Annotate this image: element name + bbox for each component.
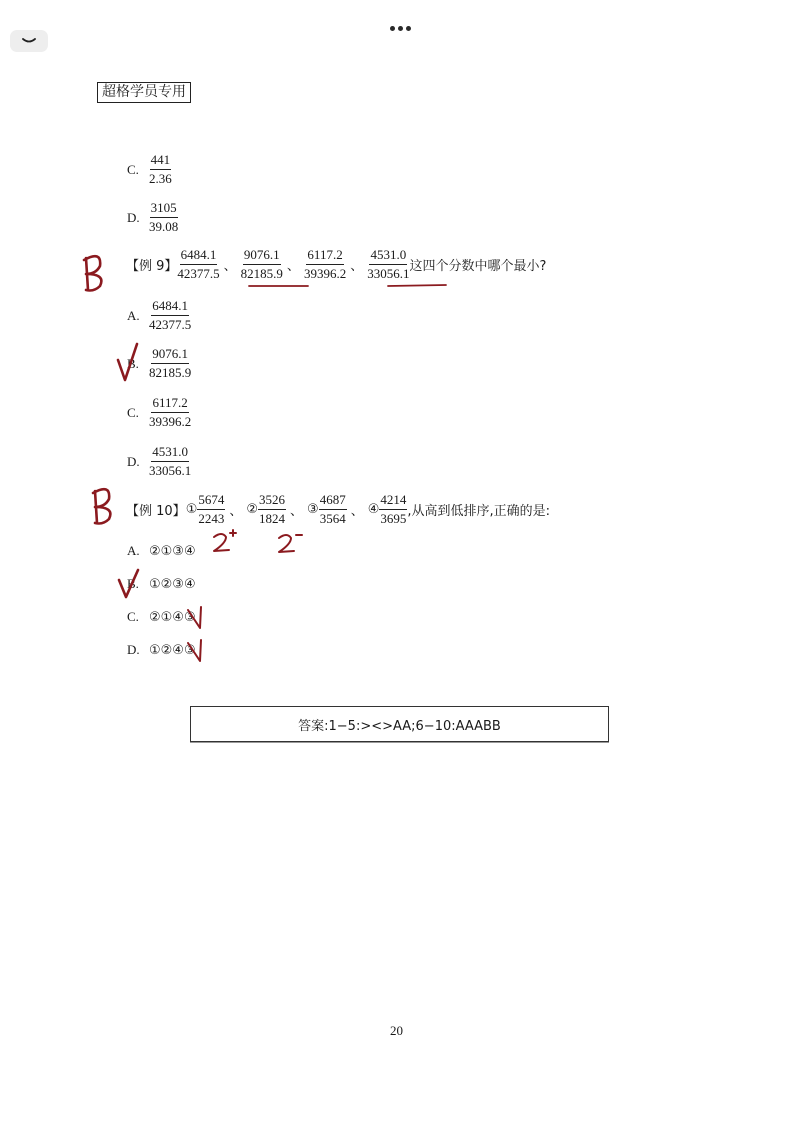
option-letter: D. xyxy=(127,453,140,469)
item-mark: ④ xyxy=(367,502,380,517)
denominator: 82185.9 xyxy=(240,266,283,281)
strike-q10-d xyxy=(188,640,201,661)
numerator: 6484.1 xyxy=(180,247,218,265)
answer-box: 答案:1−5:><>AA;6−10:AAABB xyxy=(190,706,609,742)
denominator: 39.08 xyxy=(149,219,179,234)
q10-label: 【例 10】 xyxy=(126,504,186,519)
separator: 、 xyxy=(350,504,364,519)
header-tag: 超格学员专用 xyxy=(97,82,191,103)
underline-fraction-4 xyxy=(388,285,446,286)
option-letter: A. xyxy=(127,307,140,323)
option-text: ②①④③ xyxy=(149,609,196,625)
checkmark-q9-b xyxy=(118,344,137,380)
note-2-minus xyxy=(279,535,302,552)
denominator: 82185.9 xyxy=(149,365,192,380)
denominator: 3564 xyxy=(319,511,346,526)
separator: 、 xyxy=(350,259,364,274)
numerator: 9076.1 xyxy=(151,346,189,364)
separator: 、 xyxy=(290,504,304,519)
numerator: 6117.2 xyxy=(306,247,343,265)
denominator: 2243 xyxy=(198,511,225,526)
numerator: 6117.2 xyxy=(151,395,188,413)
item-mark: ① xyxy=(185,502,198,517)
option-letter: B. xyxy=(127,355,139,371)
option-letter: D. xyxy=(127,642,140,657)
option-letter: A. xyxy=(127,543,140,558)
numerator: 4531.0 xyxy=(369,247,407,265)
option-letter: B. xyxy=(127,576,139,591)
item-mark: ② xyxy=(246,502,259,517)
numerator: 441 xyxy=(150,152,172,170)
numerator: 4687 xyxy=(319,492,347,510)
note-2-plus xyxy=(214,530,236,551)
q10-question: ,从高到低排序,正确的是: xyxy=(407,504,551,519)
denominator: 33056.1 xyxy=(367,266,410,281)
numerator: 4531.0 xyxy=(151,444,189,462)
option-letter: C. xyxy=(127,609,139,624)
numerator: 3526 xyxy=(258,492,286,510)
numerator: 9076.1 xyxy=(243,247,281,265)
page-number: 20 xyxy=(390,1023,403,1038)
denominator: 39396.2 xyxy=(149,414,192,429)
option-text: ①②④③ xyxy=(149,642,196,658)
strike-q10-c xyxy=(188,607,201,628)
separator: 、 xyxy=(286,259,300,274)
separator: 、 xyxy=(223,259,237,274)
denominator: 3695 xyxy=(380,511,407,526)
option-text: ②①③④ xyxy=(149,543,196,559)
handwritten-b-q10 xyxy=(93,489,110,523)
denominator: 39396.2 xyxy=(303,266,347,281)
option-letter: D. xyxy=(127,209,140,225)
option-text: ①②③④ xyxy=(149,576,196,592)
denominator: 42377.5 xyxy=(149,317,192,332)
q9-question: 这四个分数中哪个最小? xyxy=(409,259,547,274)
numerator: 3105 xyxy=(150,200,178,218)
numerator: 5674 xyxy=(197,492,225,510)
numerator: 4214 xyxy=(379,492,407,510)
checkmark-q10-b xyxy=(119,570,138,597)
denominator: 42377.5 xyxy=(177,266,220,281)
option-letter: C. xyxy=(127,404,139,420)
numerator: 6484.1 xyxy=(151,298,189,316)
handwritten-b-q9 xyxy=(84,256,101,290)
denominator: 33056.1 xyxy=(149,463,192,478)
item-mark: ③ xyxy=(307,502,319,517)
q9-label: 【例 9】 xyxy=(126,259,178,274)
denominator: 1824 xyxy=(259,511,286,526)
separator: 、 xyxy=(229,504,243,519)
denominator: 2.36 xyxy=(149,171,172,186)
option-letter: C. xyxy=(127,161,139,177)
